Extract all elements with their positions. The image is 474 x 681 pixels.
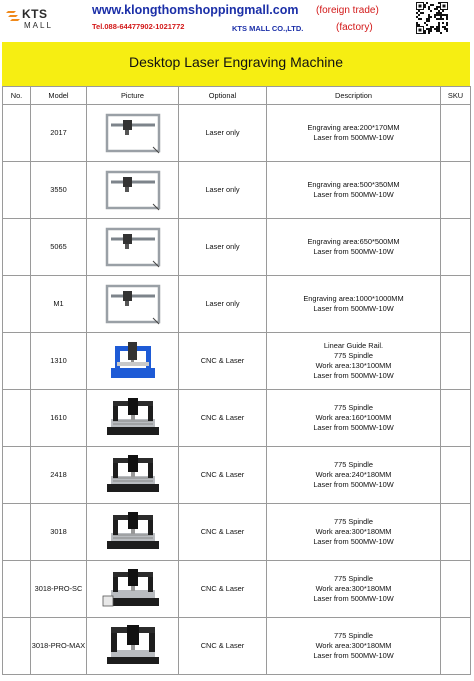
cell-optional: Laser only: [179, 162, 267, 219]
description-line: 775 Spindle: [333, 574, 374, 583]
cell-description: [267, 447, 441, 504]
description-line: Engraving area:650*500MM: [307, 237, 400, 246]
cnc-black-machine-icon: [101, 452, 165, 498]
factory-label: (factory): [336, 22, 373, 33]
header-sku: SKU: [441, 87, 471, 105]
header-description: Description: [267, 87, 441, 105]
description-line: Laser from 500MW-10W: [313, 304, 394, 313]
cnc-black-machine-icon: [101, 509, 165, 555]
cell-model: 2418: [31, 447, 87, 504]
telephone-text: Tel.088-64477902-1021772: [92, 22, 185, 31]
cell-no: [3, 447, 31, 504]
cell-description: [267, 333, 441, 390]
cell-optional: CNC & Laser: [179, 504, 267, 561]
cell-picture: [87, 276, 179, 333]
table-row: [3, 276, 471, 333]
description-line: Laser from 500MW-10W: [313, 247, 394, 256]
cell-picture: [87, 333, 179, 390]
laser-engraver-frame-icon: [103, 225, 163, 269]
cnc-pro-machine-icon: [101, 566, 165, 612]
cell-description: [267, 219, 441, 276]
laser-engraver-frame-icon: [103, 111, 163, 155]
description-line: Laser from 500MW-10W: [313, 423, 394, 432]
cell-sku: [441, 105, 471, 162]
cell-picture: [87, 219, 179, 276]
cell-sku: [441, 219, 471, 276]
cnc-blue-machine-icon: [103, 338, 163, 384]
logo-mall-text: MALL: [24, 21, 53, 30]
cell-no: [3, 618, 31, 675]
description-line: Laser from 500MW-10W: [313, 371, 394, 380]
cell-model: 5065: [31, 219, 87, 276]
description-line: Laser from 500MW-10W: [313, 133, 394, 142]
description-line: Work area:300*180MM: [315, 641, 392, 650]
company-name: KTS MALL CO.,LTD.: [232, 24, 304, 33]
table-header-row: [3, 87, 471, 105]
header-optional: Optional: [179, 87, 267, 105]
description-line: Work area:300*180MM: [315, 527, 392, 536]
description-line: Engraving area:1000*1000MM: [303, 294, 404, 303]
table-row: [3, 618, 471, 675]
cell-description: [267, 504, 441, 561]
page-header: [0, 0, 474, 40]
cell-optional: Laser only: [179, 276, 267, 333]
website-link[interactable]: www.klongthomshoppingmall.com: [92, 3, 299, 17]
header-no: No.: [3, 87, 31, 105]
cell-sku: [441, 504, 471, 561]
cell-sku: [441, 333, 471, 390]
table-row: [3, 333, 471, 390]
cell-picture: [87, 162, 179, 219]
title-banner: [2, 42, 470, 86]
cell-optional: CNC & Laser: [179, 390, 267, 447]
table-row: [3, 390, 471, 447]
cell-picture: [87, 561, 179, 618]
cell-optional: CNC & Laser: [179, 561, 267, 618]
description-line: Work area:300*180MM: [315, 584, 392, 593]
table-row: [3, 504, 471, 561]
cell-picture: [87, 447, 179, 504]
cell-no: [3, 162, 31, 219]
table-row: [3, 561, 471, 618]
cell-sku: [441, 561, 471, 618]
cell-sku: [441, 162, 471, 219]
cell-no: [3, 504, 31, 561]
cnc-max-machine-icon: [101, 623, 165, 669]
table-row: [3, 105, 471, 162]
description-line: 775 Spindle: [333, 351, 374, 360]
cell-optional: Laser only: [179, 219, 267, 276]
description-line: 775 Spindle: [333, 631, 374, 640]
cell-model: 1610: [31, 390, 87, 447]
cell-no: [3, 276, 31, 333]
cell-picture: [87, 504, 179, 561]
cell-picture: [87, 390, 179, 447]
cell-picture: [87, 618, 179, 675]
cell-optional: CNC & Laser: [179, 618, 267, 675]
description-line: Engraving area:200*170MM: [307, 123, 400, 132]
cell-no: [3, 219, 31, 276]
description-line: Laser from 500MW-10W: [313, 594, 394, 603]
cell-model: M1: [31, 276, 87, 333]
laser-engraver-frame-icon: [103, 282, 163, 326]
description-line: Laser from 500MW-10W: [313, 537, 394, 546]
cell-no: [3, 561, 31, 618]
cell-description: [267, 162, 441, 219]
cell-model: 3018-PRO-SC: [31, 561, 87, 618]
cell-description: [267, 390, 441, 447]
page-title: Desktop Laser Engraving Machine: [128, 54, 343, 70]
description-line: Laser from 500MW-10W: [313, 651, 394, 660]
cnc-black-machine-icon: [101, 395, 165, 441]
cell-optional: Laser only: [179, 105, 267, 162]
table-row: [3, 219, 471, 276]
description-line: Laser from 500MW-10W: [313, 480, 394, 489]
description-line: Engraving area:500*350MM: [307, 180, 400, 189]
cell-model: 3018: [31, 504, 87, 561]
header-model: Model: [31, 87, 87, 105]
description-line: 775 Spindle: [333, 460, 374, 469]
description-line: Laser from 500MW-10W: [313, 190, 394, 199]
table-row: [3, 162, 471, 219]
cell-model: 2017: [31, 105, 87, 162]
header-picture: Picture: [87, 87, 179, 105]
cell-model: 1310: [31, 333, 87, 390]
cell-description: [267, 618, 441, 675]
cell-description: [267, 105, 441, 162]
description-line: 775 Spindle: [333, 403, 374, 412]
cell-picture: [87, 105, 179, 162]
cell-description: [267, 561, 441, 618]
cell-no: [3, 333, 31, 390]
cell-no: [3, 390, 31, 447]
product-table: [2, 86, 471, 675]
cell-sku: [441, 276, 471, 333]
logo-kts-text: KTS: [22, 7, 48, 21]
cell-optional: CNC & Laser: [179, 333, 267, 390]
cell-model: 3550: [31, 162, 87, 219]
cell-sku: [441, 618, 471, 675]
cell-sku: [441, 390, 471, 447]
table-row: [3, 447, 471, 504]
description-line: 775 Spindle: [333, 517, 374, 526]
cell-no: [3, 105, 31, 162]
description-line: Work area:240*180MM: [315, 470, 392, 479]
kts-logo-mark-icon: [6, 8, 22, 22]
qr-code-icon: [416, 2, 448, 34]
kts-logo: [6, 6, 58, 36]
cell-sku: [441, 447, 471, 504]
cell-description: [267, 276, 441, 333]
description-line: Linear Guide Rail.: [323, 341, 384, 350]
cell-model: 3018-PRO-MAX: [31, 618, 87, 675]
cell-optional: CNC & Laser: [179, 447, 267, 504]
laser-engraver-frame-icon: [103, 168, 163, 212]
description-line: Work area:130*100MM: [315, 361, 392, 370]
foreign-trade-label: (foreign trade): [316, 5, 379, 16]
description-line: Work area:160*100MM: [315, 413, 392, 422]
